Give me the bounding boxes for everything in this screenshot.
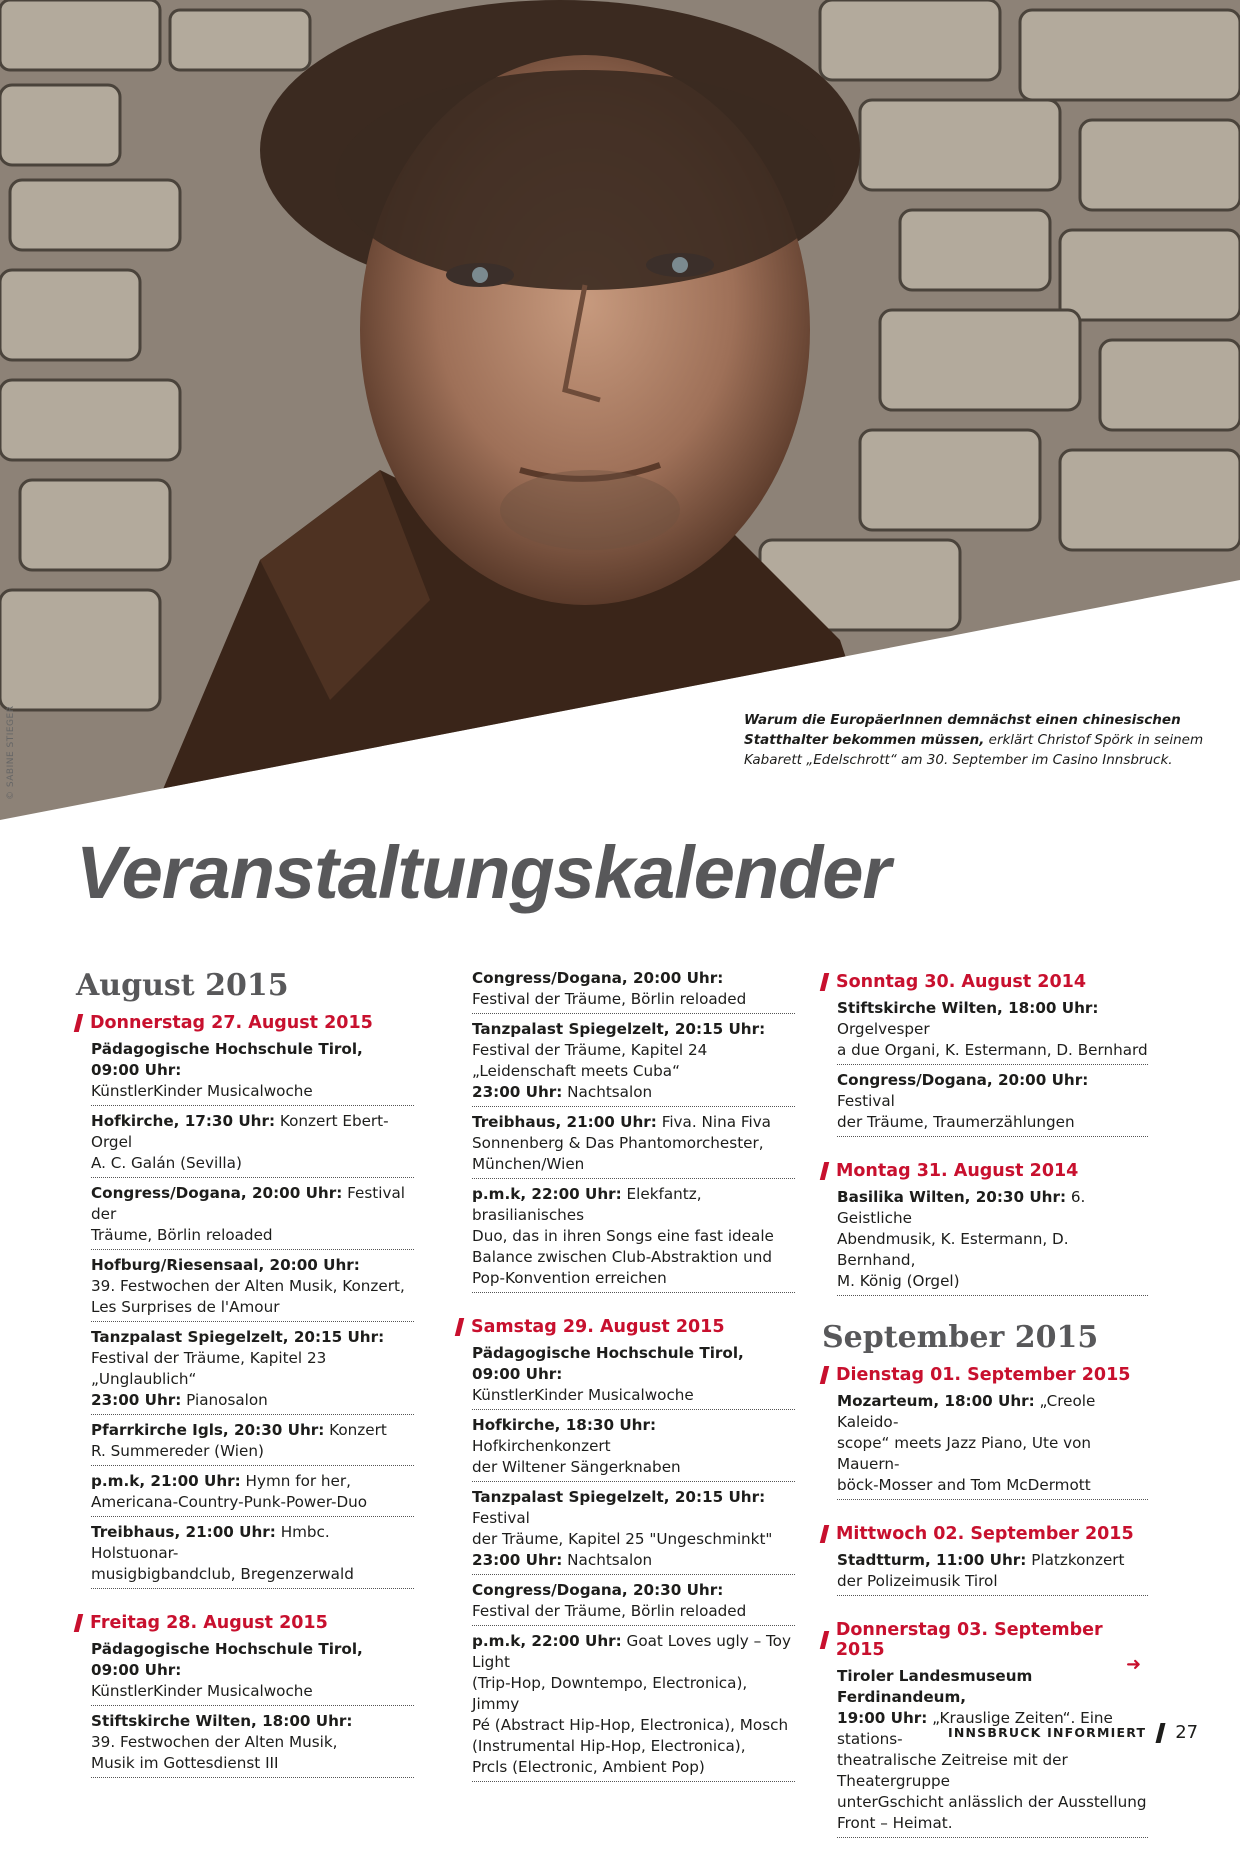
- event-text: Festival der Träume, Börlin reloaded: [472, 990, 747, 1008]
- event-entry: [837, 998, 1148, 1065]
- event-text: KünstlerKinder Musicalwoche: [91, 1082, 313, 1100]
- footer-divider: [1156, 1723, 1166, 1743]
- event-list: [76, 1639, 414, 1778]
- event-entry: [837, 1070, 1148, 1137]
- event-venue-time: Congress/Dogana, 20:00 Uhr:: [837, 1071, 1089, 1089]
- event-entry: [472, 1112, 795, 1179]
- day-group: [76, 1613, 414, 1778]
- event-venue-time: Tanzpalast Spiegelzelt, 20:15 Uhr:: [91, 1328, 385, 1346]
- event-venue-time: Congress/Dogana, 20:00 Uhr:: [91, 1184, 343, 1202]
- day-group: [457, 968, 795, 1293]
- event-text: Festival: [837, 1092, 895, 1110]
- event-second-slot: [91, 1390, 414, 1411]
- photo-caption: [744, 710, 1234, 770]
- event-text: der Polizeimusik Tirol: [837, 1572, 998, 1590]
- photo-credit: © SABINE STIEGER: [6, 705, 16, 800]
- red-slash-marker: [820, 1162, 829, 1180]
- event-venue-time: p.m.k, 21:00 Uhr:: [91, 1472, 241, 1490]
- event-venue-time: Mozarteum, 18:00 Uhr:: [837, 1392, 1035, 1410]
- event-list: [457, 1343, 795, 1782]
- event-text: Festival der: [91, 1184, 405, 1223]
- event-text: München/Wien: [472, 1155, 585, 1173]
- event-venue-time: p.m.k, 22:00 Uhr:: [472, 1632, 622, 1650]
- event-text: Festival: [472, 1509, 530, 1527]
- event-second-time: 23:00 Uhr:: [472, 1551, 563, 1569]
- day-heading: [76, 1013, 414, 1033]
- event-text: Pop-Konvention erreichen: [472, 1269, 667, 1287]
- event-text: musigbigbandclub, Bregenzerwald: [91, 1565, 354, 1583]
- event-venue-time: Hofburg/Riesensaal, 20:00 Uhr:: [91, 1256, 360, 1274]
- event-text: Front – Heimat.: [837, 1814, 953, 1832]
- event-venue-time: Tanzpalast Spiegelzelt, 20:15 Uhr:: [472, 1488, 766, 1506]
- event-text: R. Summereder (Wien): [91, 1442, 264, 1460]
- event-text: Duo, das in ihren Songs eine fast ideale: [472, 1227, 774, 1245]
- event-venue-time: Pädagogische Hochschule Tirol, 09:00 Uhr:: [472, 1344, 744, 1383]
- event-entry: [472, 1631, 795, 1782]
- event-text: böck-Mosser and Tom McDermott: [837, 1476, 1091, 1494]
- event-text: Goat Loves ugly – Toy Light: [472, 1632, 791, 1671]
- event-text: Balance zwischen Club-Abstraktion und: [472, 1248, 772, 1266]
- day-title: Freitag 28. August 2015: [90, 1613, 328, 1633]
- day-group: [822, 1365, 1148, 1500]
- event-text: Festival der Träume, Börlin reloaded: [472, 1602, 747, 1620]
- event-text: der Träume, Traumerzählungen: [837, 1113, 1075, 1131]
- day-heading: [822, 1524, 1148, 1544]
- event-text: KünstlerKinder Musicalwoche: [472, 1386, 694, 1404]
- day-group: [457, 1317, 795, 1782]
- event-text: Prcls (Electronic, Ambient Pop): [472, 1758, 705, 1776]
- continue-arrow-icon: ➜: [1126, 1654, 1142, 1675]
- event-entry: [91, 1111, 414, 1178]
- day-group: [76, 1013, 414, 1589]
- event-text: Les Surprises de l'Amour: [91, 1298, 280, 1316]
- caption-rest: erklärt Christof Spörk in seinem Kabarett „Edelschrott“ am 30. September im Casino Innsbruck.: [744, 732, 1204, 768]
- event-text: A. C. Galán (Sevilla): [91, 1154, 242, 1172]
- event-entry: [837, 1391, 1148, 1500]
- event-entry: [472, 1343, 795, 1410]
- event-text: Orgelvesper: [837, 1020, 930, 1038]
- event-text: (Instrumental Hip-Hop, Electronica),: [472, 1737, 746, 1755]
- event-list: [822, 1187, 1148, 1296]
- event-entry: [91, 1639, 414, 1706]
- event-list: [822, 1391, 1148, 1500]
- event-text: der Wiltener Sängerknaben: [472, 1458, 681, 1476]
- event-list: [822, 1550, 1148, 1596]
- day-heading: [822, 1161, 1148, 1181]
- event-text: Elekfantz, brasilianisches: [472, 1185, 702, 1224]
- event-text: „Creole Kaleido-: [837, 1392, 1096, 1431]
- event-text: 39. Festwochen der Alten Musik,: [91, 1733, 338, 1751]
- event-venue-time: Pädagogische Hochschule Tirol, 09:00 Uhr:: [91, 1040, 363, 1079]
- event-entry: [91, 1255, 414, 1322]
- day-group: [822, 972, 1148, 1137]
- event-venue-time: p.m.k, 22:00 Uhr:: [472, 1185, 622, 1203]
- event-text: „Leidenschaft meets Cuba“: [472, 1062, 680, 1080]
- event-second-slot: [472, 1550, 795, 1571]
- day-title: Sonntag 30. August 2014: [836, 972, 1086, 992]
- event-second-text: Pianosalon: [181, 1391, 268, 1409]
- event-entry: [837, 1550, 1148, 1596]
- event-entry: [472, 1184, 795, 1293]
- day-title: Mittwoch 02. September 2015: [836, 1524, 1134, 1544]
- portrait-photo: [0, 0, 1240, 820]
- day-title: Dienstag 01. September 2015: [836, 1365, 1131, 1385]
- event-entry: [472, 968, 795, 1014]
- event-time: 19:00 Uhr:: [837, 1709, 928, 1727]
- event-entry: [91, 1183, 414, 1250]
- event-venue-time: Congress/Dogana, 20:00 Uhr:: [472, 969, 724, 987]
- calendar-column-1: [76, 968, 414, 1802]
- event-entry: [472, 1415, 795, 1482]
- event-text: Abendmusik, K. Estermann, D. Bernhand,: [837, 1230, 1069, 1269]
- red-slash-marker: [820, 973, 829, 991]
- event-text: Konzert: [324, 1421, 387, 1439]
- event-second-text: Nachtsalon: [562, 1551, 653, 1569]
- event-entry: [91, 1420, 414, 1466]
- event-venue-time: Stiftskirche Wilten, 18:00 Uhr:: [91, 1712, 353, 1730]
- day-heading: [822, 1620, 1148, 1660]
- event-text: M. König (Orgel): [837, 1272, 960, 1290]
- event-text: Pé (Abstract Hip-Hop, Electronica), Mosch: [472, 1716, 789, 1734]
- event-text: Musik im Gottesdienst III: [91, 1754, 279, 1772]
- event-entry: [837, 1666, 1148, 1838]
- event-venue-time: Congress/Dogana, 20:30 Uhr:: [472, 1581, 724, 1599]
- event-venue-time: Pädagogische Hochschule Tirol, 09:00 Uhr:: [91, 1640, 363, 1679]
- page-footer: [948, 1722, 1198, 1743]
- day-heading: [76, 1613, 414, 1633]
- publication-name: INNSBRUCK INFORMIERT: [948, 1725, 1147, 1740]
- event-entry: [472, 1487, 795, 1575]
- event-entry: [91, 1711, 414, 1778]
- event-entry: [91, 1039, 414, 1106]
- event-text: 39. Festwochen der Alten Musik, Konzert,: [91, 1277, 405, 1295]
- event-entry: [91, 1471, 414, 1517]
- day-heading: [457, 1317, 795, 1337]
- event-text: 6. Geistliche: [837, 1188, 1086, 1227]
- day-title: Donnerstag 03. September 2015: [835, 1620, 1103, 1660]
- event-text: Hmbc. Holstuonar-: [91, 1523, 330, 1562]
- event-list: [822, 1666, 1148, 1838]
- day-group: [822, 1161, 1148, 1296]
- event-venue-time: Hofkirche, 17:30 Uhr:: [91, 1112, 276, 1130]
- event-text: scope“ meets Jazz Piano, Ute von Mauern-: [837, 1434, 1092, 1473]
- event-text: Hymn for her,: [240, 1472, 351, 1490]
- event-list: [822, 998, 1148, 1137]
- red-slash-marker: [74, 1014, 83, 1032]
- event-text: Festival der Träume, Kapitel 24: [472, 1041, 708, 1059]
- event-venue-time: Tanzpalast Spiegelzelt, 20:15 Uhr:: [472, 1020, 766, 1038]
- event-venue-time: Stiftskirche Wilten, 18:00 Uhr:: [837, 999, 1099, 1017]
- day-title: Samstag 29. August 2015: [471, 1317, 725, 1337]
- caption-lead: Warum die EuropäerInnen demnächst einen chinesischen Statthalter bekommen müssen,: [744, 712, 1181, 748]
- event-text: KünstlerKinder Musicalwoche: [91, 1682, 313, 1700]
- month-heading: August 2015: [76, 968, 289, 1003]
- event-second-slot: [472, 1082, 795, 1103]
- event-text: (Trip-Hop, Downtempo, Electronica), Jimmy: [472, 1674, 748, 1713]
- page-title: Veranstaltungskalender: [76, 831, 891, 914]
- red-slash-marker: [820, 1631, 829, 1649]
- day-heading: [822, 1365, 1148, 1385]
- event-text: Americana-Country-Punk-Power-Duo: [91, 1493, 368, 1511]
- event-text: Festival der Träume, Kapitel 23 „Unglaublich“: [91, 1349, 327, 1388]
- event-text: Fiva. Nina Fiva: [656, 1113, 771, 1131]
- event-entry: [472, 1019, 795, 1107]
- event-entry: [91, 1522, 414, 1589]
- page-number: 27: [1175, 1722, 1199, 1743]
- event-entry: [91, 1327, 414, 1415]
- red-slash-marker: [455, 1318, 464, 1336]
- event-venue-time: Tiroler Landesmuseum Ferdinandeum,: [837, 1667, 1033, 1706]
- event-text: Sonnenberg & Das Phantomorchester,: [472, 1134, 764, 1152]
- event-text: Platzkonzert: [1026, 1551, 1125, 1569]
- day-title: Montag 31. August 2014: [836, 1161, 1079, 1181]
- day-heading: [822, 972, 1148, 992]
- red-slash-marker: [74, 1614, 83, 1632]
- event-text: der Träume, Kapitel 25 "Ungeschminkt": [472, 1530, 773, 1548]
- event-text: unterGschicht anlässlich der Ausstellung: [837, 1793, 1147, 1811]
- event-venue-time: Hofkirche, 18:30 Uhr:: [472, 1416, 657, 1434]
- event-venue-time: Stadtturm, 11:00 Uhr:: [837, 1551, 1027, 1569]
- event-second-time: 23:00 Uhr:: [472, 1083, 563, 1101]
- event-text: Hofkirchenkonzert: [472, 1437, 611, 1455]
- event-second-time: 23:00 Uhr:: [91, 1391, 182, 1409]
- event-venue-time: Pfarrkirche Igls, 20:30 Uhr:: [91, 1421, 325, 1439]
- day-title: Donnerstag 27. August 2015: [90, 1013, 373, 1033]
- event-text: theatralische Zeitreise mit der Theatergruppe: [837, 1751, 1068, 1790]
- event-text: Träume, Börlin reloaded: [91, 1226, 273, 1244]
- red-slash-marker: [820, 1525, 829, 1543]
- event-list: [457, 968, 795, 1293]
- event-text: „Krauslige Zeiten“. Eine stations-: [837, 1709, 1113, 1748]
- calendar-column-2: [457, 968, 795, 1806]
- event-venue-time: Treibhaus, 21:00 Uhr:: [472, 1113, 657, 1131]
- red-slash-marker: [820, 1366, 829, 1384]
- event-entry: [472, 1580, 795, 1626]
- event-text: a due Organi, K. Estermann, D. Bernhard: [837, 1041, 1148, 1059]
- event-text: Konzert Ebert-Orgel: [91, 1112, 389, 1151]
- event-entry: [837, 1187, 1148, 1296]
- event-venue-time: Basilika Wilten, 20:30 Uhr:: [837, 1188, 1067, 1206]
- event-venue-time: Treibhaus, 21:00 Uhr:: [91, 1523, 276, 1541]
- event-second-text: Nachtsalon: [562, 1083, 653, 1101]
- event-list: [76, 1039, 414, 1589]
- day-group: [822, 1524, 1148, 1596]
- month-heading: September 2015: [822, 1320, 1099, 1355]
